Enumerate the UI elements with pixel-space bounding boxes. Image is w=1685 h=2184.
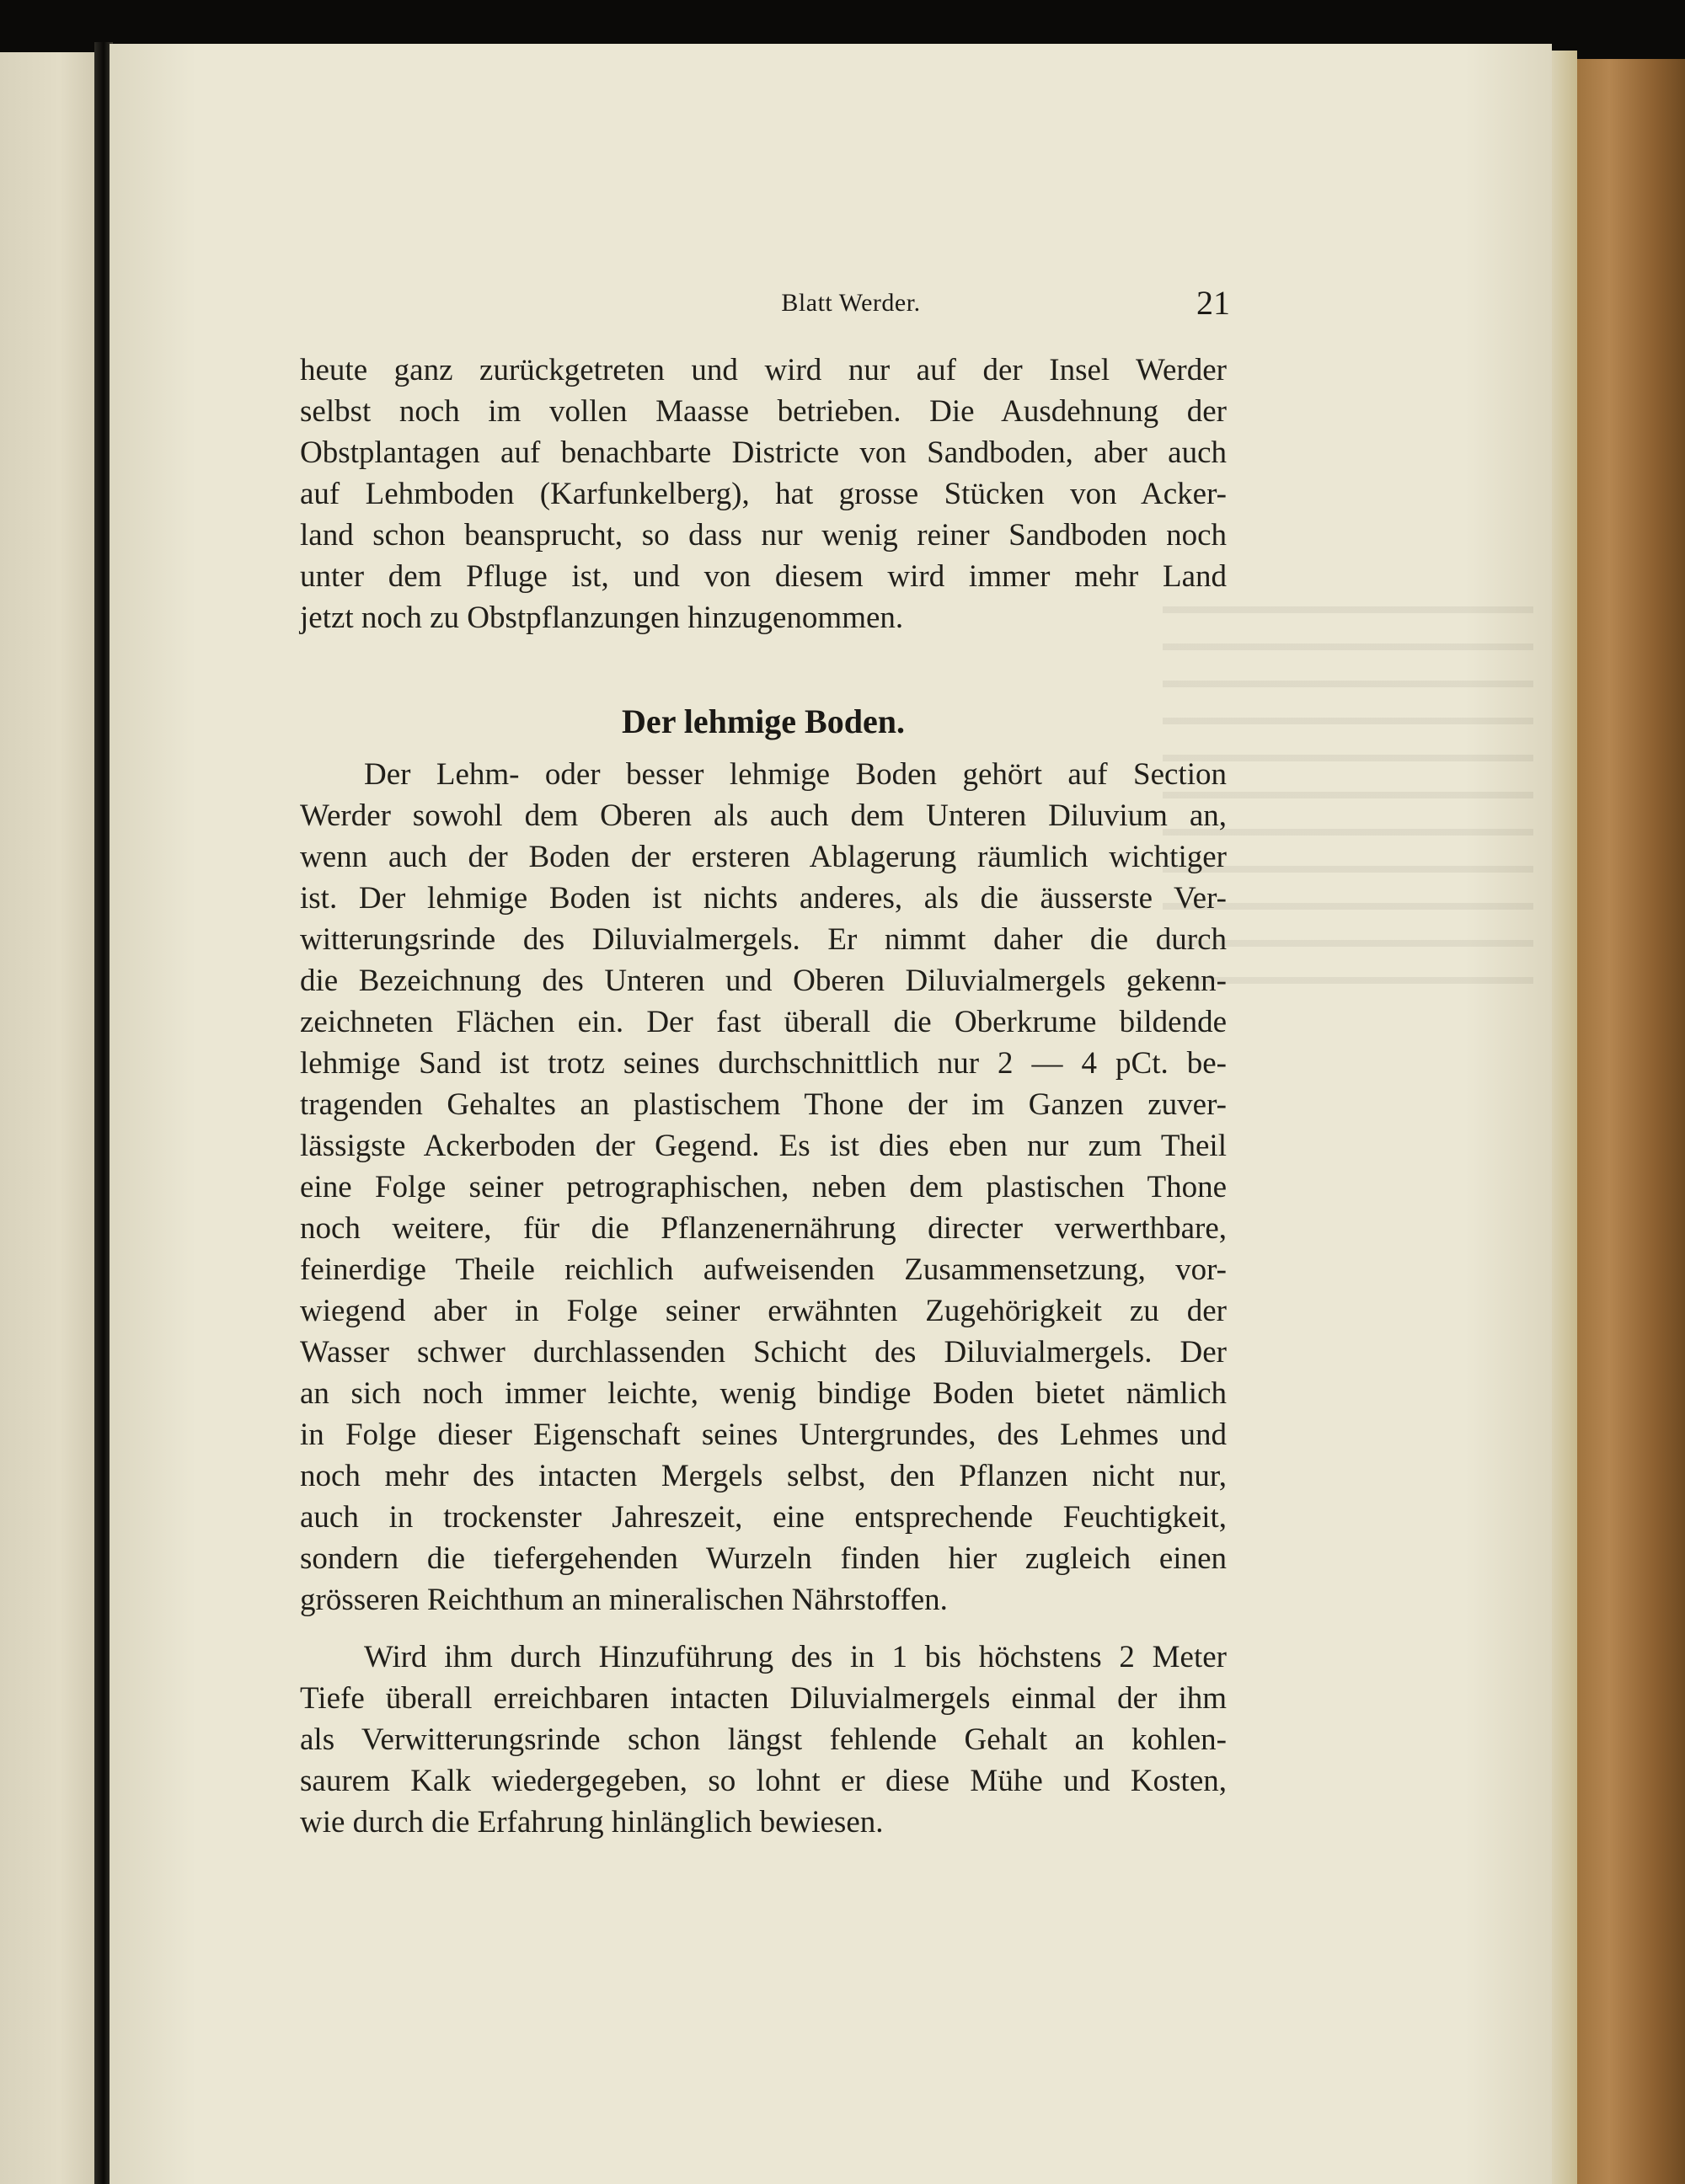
text-line: grösseren Reichthum an mineralischen Nährstoffen.: [300, 1583, 948, 1617]
text-line: in Folge dieser Eigenschaft seines Untergrundes, des Lehmes und: [300, 1418, 1227, 1452]
text-line: wiegend aber in Folge seiner erwähnten Zugehörigkeit zu der: [300, 1294, 1227, 1328]
text-line: eine Folge seiner petrographischen, neben dem plastischen Thone: [300, 1170, 1227, 1204]
text-line: wie durch die Erfahrung hinlänglich bewiesen.: [300, 1805, 884, 1840]
text-line: als Verwitterungsrinde schon längst fehlende Gehalt an kohlen-: [300, 1722, 1227, 1757]
text-line: wenn auch der Boden der ersteren Ablagerung räumlich wichtiger: [300, 840, 1227, 874]
text-line: Obstplantagen auf benachbarte Districte von Sandboden, aber auch: [300, 435, 1227, 470]
text-line: lässigste Ackerboden der Gegend. Es ist dies eben nur zum Theil: [300, 1129, 1227, 1163]
previous-page-edge: [0, 52, 99, 2184]
text-line: sondern die tiefergehenden Wurzeln finden hier zugleich einen: [300, 1541, 1227, 1576]
text-line: zeichneten Flächen ein. Der fast überall die Oberkrume bildende: [300, 1005, 1227, 1039]
text-line: heute ganz zurückgetreten und wird nur auf der Insel Werder: [300, 353, 1227, 387]
text-line: unter dem Pfluge ist, und von diesem wird immer mehr Land: [300, 559, 1227, 594]
text-line: auch in trockenster Jahreszeit, eine entsprechende Feuchtigkeit,: [300, 1500, 1227, 1535]
text-line: noch weitere, für die Pflanzenernährung directer verwerthbare,: [300, 1211, 1227, 1246]
text-line: tragenden Gehaltes an plastischem Thone der im Ganzen zuver-: [300, 1087, 1227, 1122]
page-number: 21: [1196, 284, 1230, 322]
text-line: ist. Der lehmige Boden ist nichts anderes, als die äusserste Ver-: [300, 881, 1227, 916]
text-line: lehmige Sand ist trotz seines durchschnittlich nur 2 — 4 pCt. be-: [300, 1046, 1227, 1081]
text-line: Tiefe überall erreichbaren intacten Diluvialmergels einmal der ihm: [300, 1681, 1227, 1716]
text-line: jetzt noch zu Obstpflanzungen hinzugenommen.: [300, 601, 904, 635]
text-line: an sich noch immer leichte, wenig bindige Boden bietet nämlich: [300, 1376, 1227, 1411]
page-block-edge: [1552, 51, 1577, 2184]
text-line: Der Lehm- oder besser lehmige Boden gehört auf Section: [364, 757, 1227, 792]
running-header: Blatt Werder.: [781, 289, 921, 317]
text-line: die Bezeichnung des Unteren und Oberen Diluvialmergels gekenn-: [300, 964, 1227, 998]
section-heading: Der lehmige Boden.: [622, 702, 905, 740]
text-line: land schon beansprucht, so dass nur wenig reiner Sandboden noch: [300, 518, 1227, 553]
text-line: Wasser schwer durchlassenden Schicht des Diluvialmergels. Der: [300, 1335, 1227, 1370]
text-line: Werder sowohl dem Oberen als auch dem Unteren Diluvium an,: [300, 798, 1227, 833]
text-line: saurem Kalk wiedergegeben, so lohnt er diese Mühe und Kosten,: [300, 1764, 1227, 1798]
text-line: noch mehr des intacten Mergels selbst, den Pflanzen nicht nur,: [300, 1459, 1227, 1493]
text-line: auf Lehmboden (Karfunkelberg), hat grosse Stücken von Acker-: [300, 477, 1227, 511]
text-line: witterungsrinde des Diluvialmergels. Er nimmt daher die durch: [300, 922, 1227, 957]
book-cover: [1577, 59, 1685, 2184]
text-line: selbst noch im vollen Maasse betrieben. Die Ausdehnung der: [300, 394, 1227, 429]
text-line: feinerdige Theile reichlich aufweisenden Zusammensetzung, vor-: [300, 1252, 1227, 1287]
text-line: Wird ihm durch Hinzuführung des in 1 bis höchstens 2 Meter: [364, 1640, 1227, 1674]
